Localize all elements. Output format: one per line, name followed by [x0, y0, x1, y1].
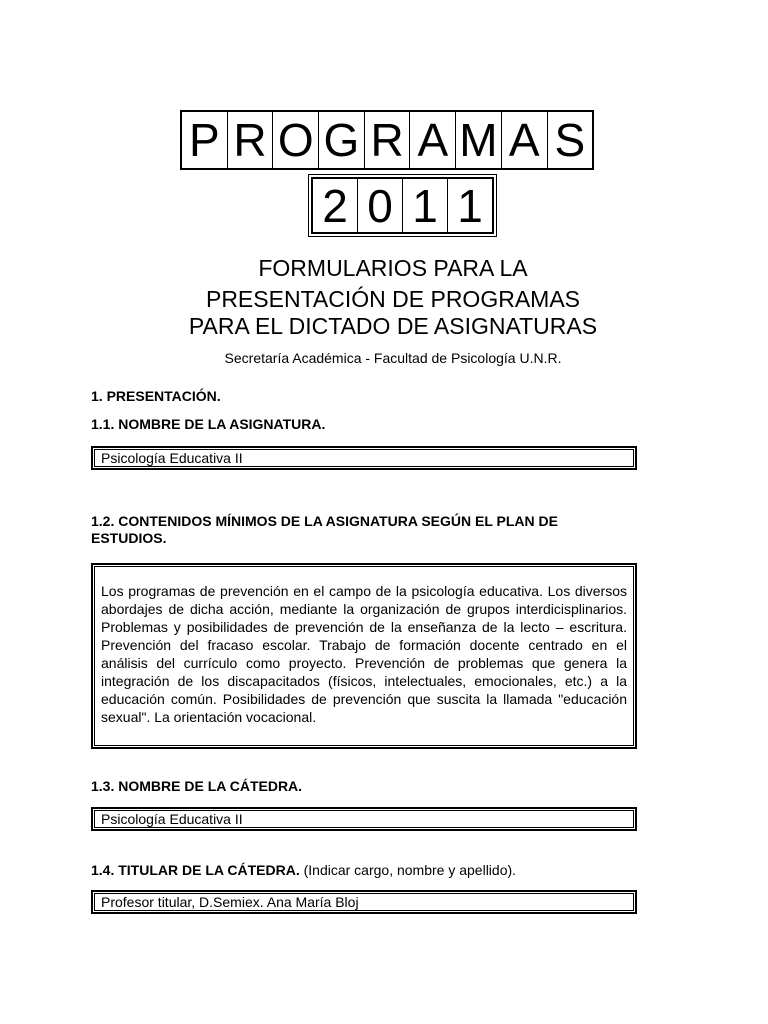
- title-letter: S: [554, 114, 586, 166]
- section-presentacion: 1. PRESENTACIÓN.: [91, 388, 221, 404]
- catedra-value: Psicología Educativa II: [101, 811, 243, 827]
- nombre-asignatura-field[interactable]: [91, 446, 637, 470]
- catedra-field[interactable]: [91, 807, 637, 831]
- year-digit: 2: [313, 179, 358, 232]
- contenidos-text: Los programas de prevención en el campo de la psicología educativa. Los diversos abordajes de dicha acción, mediante la organización de grupos interdicisplinarios. Problemas y posibilidades de prevención de la enseñanza de la lecto – escritura. Prevención del fracaso escolar. Trabajo de formación docente centrado en el análisis del currículo como proyecto. Prevención de problemas que genera la integración de los discapacitados (físicos, intelectuales, emocionales, etc.) a la educación común. Posibilidades de prevención que suscita la llamada "educación sexual". La orientación vocacional.: [101, 583, 627, 725]
- year-title: [311, 177, 494, 234]
- title-letter: M: [456, 112, 502, 168]
- titular-value: Profesor titular, D.Semiex. Ana María Bloj: [101, 894, 359, 910]
- section-contenidos-line-1: 1.2. CONTENIDOS MÍNIMOS DE LA ASIGNATURA SEGÚN EL PLAN DE: [91, 513, 558, 529]
- programas-title: [180, 110, 594, 170]
- title-letter: G: [319, 112, 365, 168]
- title-letter: A: [410, 112, 456, 168]
- year-digit: 1: [457, 179, 483, 232]
- title-letter: O: [273, 112, 319, 168]
- year-digit: 1: [403, 179, 448, 232]
- title-letter: R: [228, 112, 274, 168]
- titular-field[interactable]: [91, 890, 637, 914]
- contenidos-field[interactable]: [91, 563, 637, 749]
- titular-heading: 1.4. TITULAR DE LA CÁTEDRA.: [91, 862, 300, 878]
- subtitle-line-3: PARA EL DICTADO DE ASIGNATURAS: [188, 313, 598, 339]
- section-titular: [91, 861, 516, 879]
- year-digit: 0: [358, 179, 403, 232]
- nombre-asignatura-value: Psicología Educativa II: [101, 450, 243, 466]
- subtitle-line-1: FORMULARIOS PARA LA: [258, 255, 528, 281]
- title-letter: R: [365, 112, 411, 168]
- secretaria-text: Secretaría Académica - Facultad de Psicología U.N.R.: [224, 350, 562, 366]
- subtitle-line-2: PRESENTACIÓN DE PROGRAMAS: [205, 286, 581, 312]
- titular-note: (Indicar cargo, nombre y apellido).: [299, 862, 517, 878]
- section-nombre-asignatura: 1.1. NOMBRE DE LA ASIGNATURA.: [91, 416, 326, 432]
- section-contenidos-line-2: ESTUDIOS.: [91, 530, 167, 546]
- title-letter: P: [182, 112, 228, 168]
- title-letter: A: [502, 112, 548, 168]
- section-catedra: 1.3. NOMBRE DE LA CÁTEDRA.: [91, 778, 303, 794]
